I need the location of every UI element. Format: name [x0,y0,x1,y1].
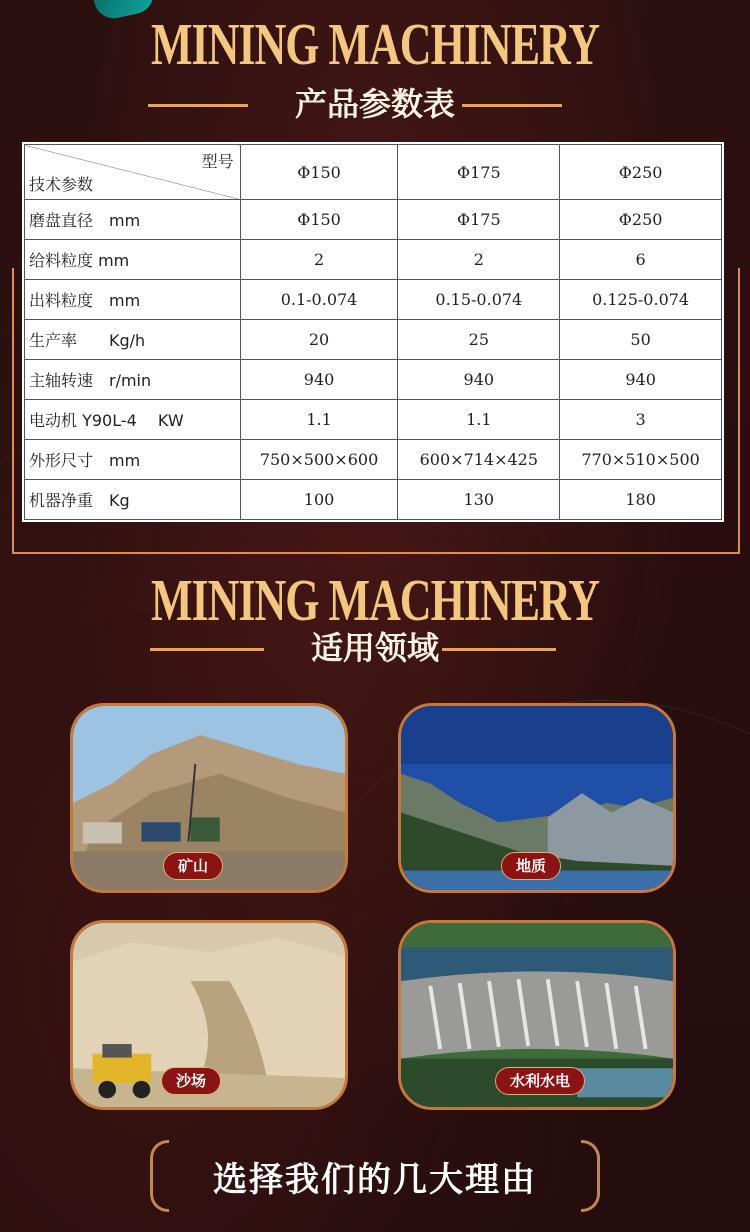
label-geology: 地质 [501,852,561,880]
cell-value: 1.1 [240,400,398,440]
table-row [25,280,722,320]
table-row [25,440,722,480]
row-label: 出料粒度 mm [25,280,241,320]
cell-value: 600×714×425 [398,440,560,480]
subtitle-text: 产品参数表 [294,85,455,123]
cell-value: 1.1 [398,400,560,440]
cell-value: 25 [398,320,560,360]
row-label: 磨盘直径 mm [25,200,241,240]
cell-value: 940 [560,360,722,400]
photo-hydropower [398,920,676,1110]
table-corner-cell [25,145,241,200]
cell-value: 770×510×500 [560,440,722,480]
table-row [25,200,722,240]
reasons-title: 选择我们的几大理由 [213,1160,537,1200]
cell-value: 750×500×600 [240,440,398,480]
cell-value: 2 [398,240,560,280]
row-label: 生产率 Kg/h [25,320,241,360]
cell-value: 0.125-0.074 [560,280,722,320]
row-label: 机器净重 Kg [25,480,241,520]
section-title-applications: MINING MACHINERY [150,567,600,634]
subtitle-rule-right [462,104,562,107]
cell-value: 3 [560,400,722,440]
header-model-3: Φ250 [560,145,722,200]
table-row [25,400,722,440]
cell-value: 2 [240,240,398,280]
label-hydropower: 水利水电 [495,1067,585,1095]
cell-value: 130 [398,480,560,520]
banner-bracket-right [581,1140,600,1212]
row-label: 给料粒度 mm [25,240,241,280]
section-title-params: MINING MACHINERY [150,11,600,78]
photo-sand-field [70,920,348,1110]
label-mine: 矿山 [163,852,223,880]
header-param-label: 技术参数 [29,175,94,194]
table-row [25,240,722,280]
table-row [25,360,722,400]
section-subtitle-applications [0,626,750,670]
row-label: 电动机 Y90L-4 KW [25,400,241,440]
subtitle-rule-left [148,104,248,107]
header-model-2: Φ175 [398,145,560,200]
parameter-table [24,144,722,520]
table-row [25,480,722,520]
cell-value: 100 [240,480,398,520]
reasons-banner [150,1140,600,1206]
cell-value: 50 [560,320,722,360]
parameter-table-container [22,142,724,522]
cell-value: Φ250 [560,200,722,240]
cell-value: 20 [240,320,398,360]
label-sand-field: 沙场 [161,1067,221,1095]
photo-geology [398,703,676,893]
subtitle-rule-right [442,648,556,651]
cell-value: Φ150 [240,200,398,240]
section-subtitle-params [0,82,750,126]
cell-value: Φ175 [398,200,560,240]
cell-value: 940 [398,360,560,400]
cell-value: 0.15-0.074 [398,280,560,320]
cell-value: 180 [560,480,722,520]
cell-value: 0.1-0.074 [240,280,398,320]
header-model-1: Φ150 [240,145,398,200]
cell-value: 940 [240,360,398,400]
row-label: 主轴转速 r/min [25,360,241,400]
table-row [25,320,722,360]
cell-value: 6 [560,240,722,280]
photo-mine [70,703,348,893]
table-header-row [25,145,722,200]
row-label: 外形尺寸 mm [25,440,241,480]
subtitle-rule-left [150,648,264,651]
header-model-label: 型号 [201,152,234,171]
subtitle-text: 适用领域 [310,629,439,667]
